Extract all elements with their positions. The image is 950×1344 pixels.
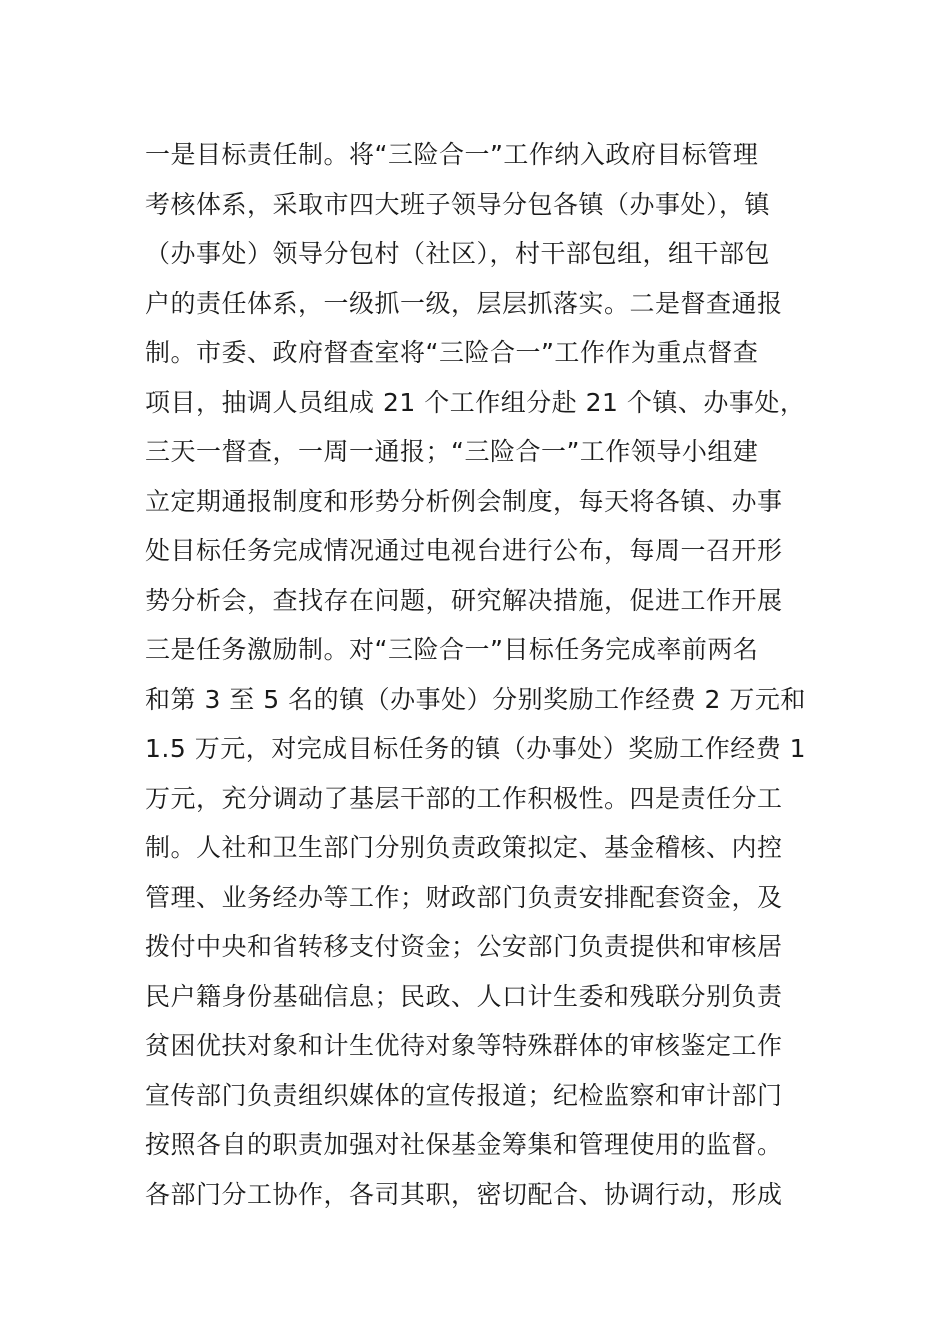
text-line: 万元，充分调动了基层干部的工作积极性。四是责任分工 [145, 783, 783, 813]
text-line: 户的责任体系，一级抓一级，层层抓落实。二是督查通报 [145, 288, 783, 318]
text-line: 三天一督查，一周一通报；“三险合一”工作领导小组建 [145, 437, 759, 466]
text-line: 处目标任务完成情况通过电视台进行公布，每周一召开形 [145, 536, 783, 565]
text-line: 拨付中央和省转移支付资金；公安部门负责提供和审核居 [145, 932, 783, 961]
text-line: 势分析会，查找存在问题，研究解决措施，促进工作开展 [145, 585, 783, 615]
text-line: 考核体系，采取市四大班子领导分包各镇（办事处），镇 [145, 189, 771, 219]
text-line: 制。市委、政府督查室将“三险合一”工作作为重点督查 [145, 338, 759, 367]
text-line: 立定期通报制度和形势分析例会制度，每天将各镇、办事 [145, 486, 783, 516]
body-text [145, 130, 815, 1219]
text-line: 管理、业务经办等工作；财政部门负责安排配套资金，及 [145, 882, 783, 912]
text-line: 宣传部门负责组织媒体的宣传报道；纪检监察和审计部门 [145, 1080, 783, 1110]
text-line: 一是目标责任制。将“三险合一”工作纳入政府目标管理 [145, 140, 759, 169]
text-line: 1.5 万元，对完成目标任务的镇（办事处）奖励工作经费 1 [145, 734, 807, 763]
text-line: 民户籍身份基础信息；民政、人口计生委和残联分别负责 [145, 981, 783, 1011]
text-line: 制。人社和卫生部门分别负责政策拟定、基金稽核、内控 [145, 833, 783, 862]
text-line: 和第 3 至 5 名的镇（办事处）分别奖励工作经费 2 万元和 [145, 684, 806, 714]
text-line: 贫困优扶对象和计生优待对象等特殊群体的审核鉴定工作 [145, 1031, 783, 1060]
text-line: 项目，抽调人员组成 21 个工作组分赴 21 个镇、办事处， [145, 387, 806, 417]
text-line: 按照各自的职责加强对社保基金筹集和管理使用的监督。 [145, 1130, 783, 1159]
text-line: 三是任务激励制。对“三险合一”目标任务完成率前两名 [145, 635, 759, 664]
text-line: （办事处）领导分包村（社区），村干部包组，组干部包 [145, 239, 771, 268]
text-line: 各部门分工协作，各司其职，密切配合、协调行动，形成 [145, 1179, 783, 1209]
